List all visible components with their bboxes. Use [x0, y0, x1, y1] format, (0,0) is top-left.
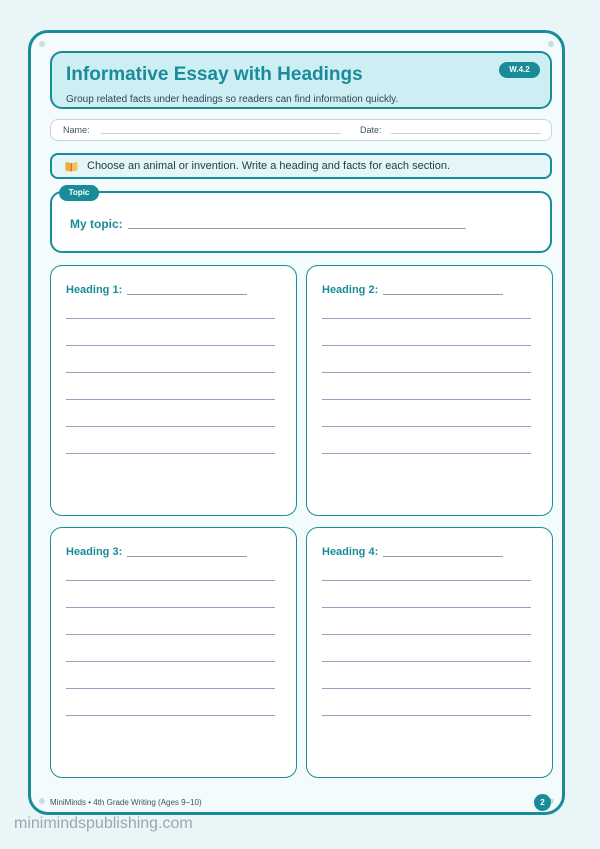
writing-line[interactable]	[322, 453, 531, 454]
writing-line[interactable]	[66, 580, 275, 581]
writing-line[interactable]	[66, 399, 275, 400]
writing-line[interactable]	[322, 607, 531, 608]
writing-line[interactable]	[322, 318, 531, 319]
page-number: 2	[534, 794, 551, 811]
instructions-bar	[50, 153, 552, 179]
heading-label: Heading 4:	[322, 546, 379, 558]
standard-badge: W.4.2	[499, 62, 540, 78]
writing-line[interactable]	[322, 426, 531, 427]
heading-writing-line[interactable]	[127, 556, 247, 557]
heading-4-box	[306, 527, 553, 778]
corner-dot-decoration	[39, 798, 45, 804]
worksheet-subtitle: Group related facts under headings so readers can find information quickly.	[66, 94, 399, 105]
my-topic-label: My topic:	[70, 217, 123, 231]
writing-line[interactable]	[66, 453, 275, 454]
heading-1-box	[50, 265, 297, 516]
writing-line[interactable]	[66, 345, 275, 346]
footer-text: MiniMinds • 4th Grade Writing (Ages 9–10)	[50, 798, 202, 807]
worksheet-title: Informative Essay with Headings	[66, 64, 363, 85]
writing-line[interactable]	[322, 399, 531, 400]
heading-writing-line[interactable]	[127, 294, 247, 295]
writing-line[interactable]	[66, 372, 275, 373]
date-label: Date:	[360, 125, 382, 135]
topic-writing-line[interactable]	[128, 228, 466, 229]
writing-line[interactable]	[66, 661, 275, 662]
writing-line[interactable]	[322, 688, 531, 689]
heading-label: Heading 1:	[66, 284, 123, 296]
heading-writing-line[interactable]	[383, 556, 503, 557]
name-field[interactable]	[101, 133, 341, 134]
corner-dot-decoration	[548, 41, 554, 47]
heading-writing-line[interactable]	[383, 294, 503, 295]
corner-dot-decoration	[39, 41, 45, 47]
writing-line[interactable]	[322, 661, 531, 662]
heading-2-box	[306, 265, 553, 516]
name-date-row	[50, 119, 552, 141]
worksheet-header	[50, 51, 552, 109]
writing-line[interactable]	[66, 607, 275, 608]
writing-line[interactable]	[66, 318, 275, 319]
writing-line[interactable]	[322, 634, 531, 635]
instructions-text: Choose an animal or invention. Write a heading and facts for each section.	[87, 160, 451, 172]
watermark: minimindspublishing.com	[14, 815, 193, 832]
writing-line[interactable]	[322, 580, 531, 581]
writing-line[interactable]	[322, 345, 531, 346]
heading-label: Heading 2:	[322, 284, 379, 296]
writing-line[interactable]	[66, 715, 275, 716]
writing-line[interactable]	[66, 426, 275, 427]
writing-line[interactable]	[322, 372, 531, 373]
date-field[interactable]	[391, 133, 541, 134]
writing-line[interactable]	[66, 634, 275, 635]
topic-box	[50, 191, 552, 253]
topic-tab: Topic	[59, 185, 99, 201]
heading-3-box	[50, 527, 297, 778]
worksheet-page	[28, 30, 565, 815]
heading-label: Heading 3:	[66, 546, 123, 558]
writing-line[interactable]	[66, 688, 275, 689]
name-label: Name:	[63, 125, 90, 135]
book-icon	[65, 161, 78, 172]
writing-line[interactable]	[322, 715, 531, 716]
